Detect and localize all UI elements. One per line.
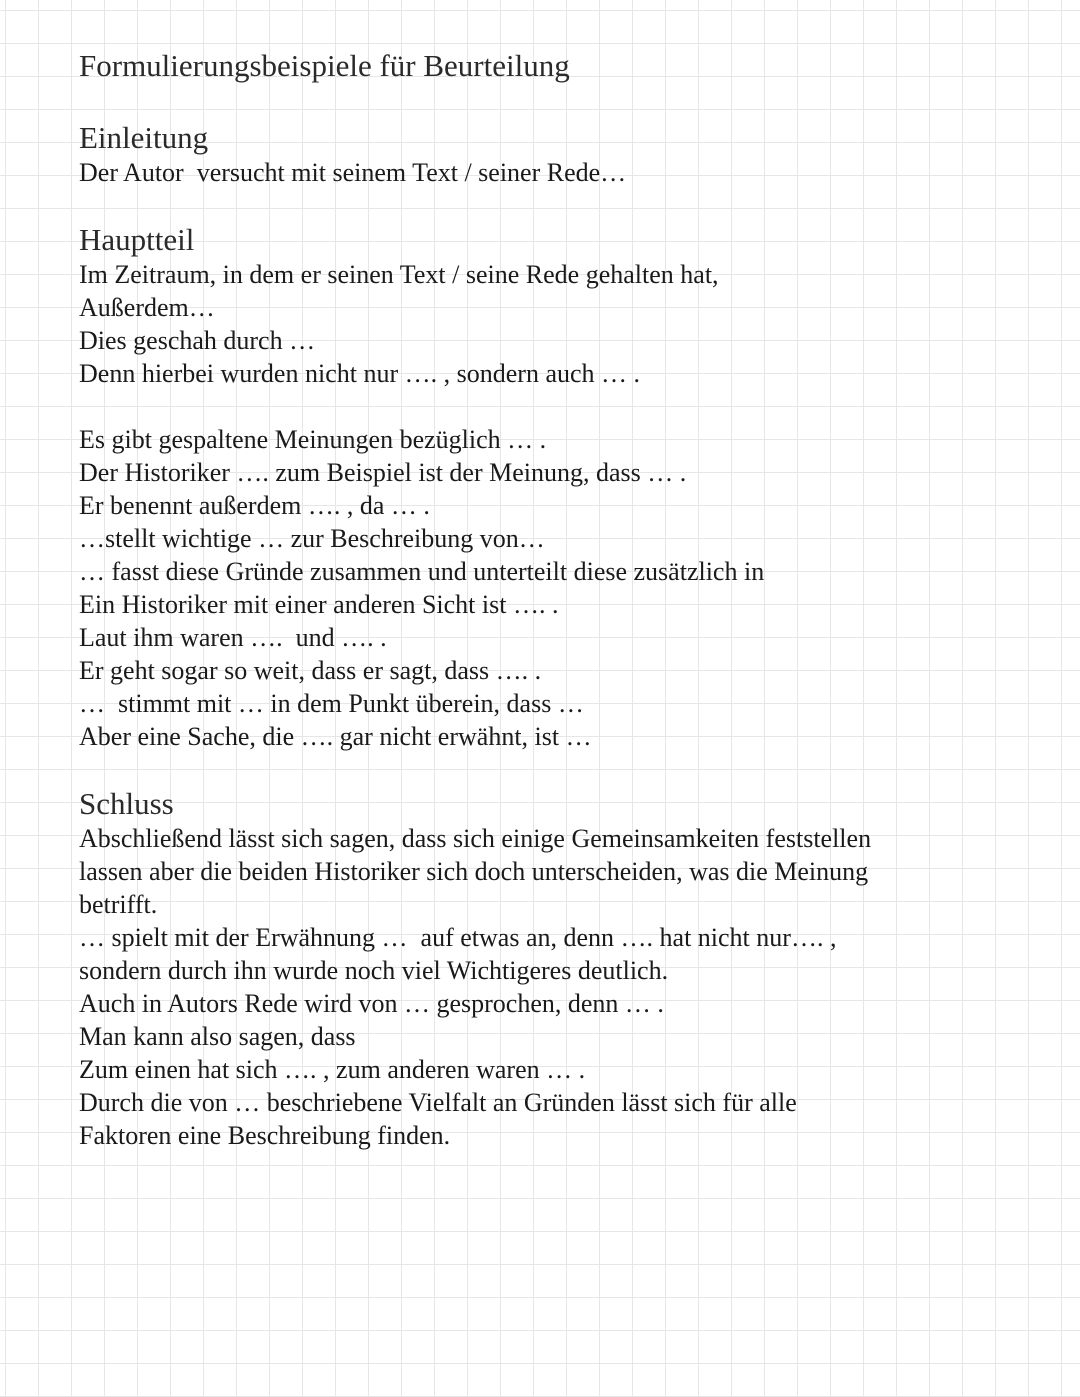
document-page xyxy=(79,44,1039,1152)
text-line: Abschließend lässt sich sagen, dass sich einige Gemeinsamkeiten feststellen xyxy=(79,824,872,853)
text-line: Ein Historiker mit einer anderen Sicht ist …. . xyxy=(79,590,559,619)
text-line: Im Zeitraum, in dem er seinen Text / seine Rede gehalten hat, xyxy=(79,260,719,289)
text-line: Er geht sogar so weit, dass er sagt, dass …. . xyxy=(79,656,542,685)
text-line: Außerdem… xyxy=(79,293,215,322)
paragraph-2 xyxy=(79,423,1039,753)
text-line: Faktoren eine Beschreibung finden. xyxy=(79,1121,451,1150)
section-schluss xyxy=(79,786,1039,1152)
text-line: Er benennt außerdem …. , da … . xyxy=(79,491,430,520)
text-line: Der Autor versucht mit seinem Text / seiner Rede… xyxy=(79,158,627,187)
text-line: Man kann also sagen, dass xyxy=(79,1022,356,1051)
text-line: Laut ihm waren …. und …. . xyxy=(79,623,387,652)
section-hauptteil xyxy=(79,222,1039,753)
spacer xyxy=(79,390,1039,423)
text-line: Denn hierbei wurden nicht nur …. , sondern auch … . xyxy=(79,359,641,388)
text-line: …stellt wichtige … zur Beschreibung von… xyxy=(79,524,545,553)
paragraph-1 xyxy=(79,258,1039,390)
spacer xyxy=(79,189,1039,222)
page-title: Formulierungsbeispiele für Beurteilung xyxy=(79,48,570,83)
text-line: Dies geschah durch … xyxy=(79,326,316,355)
text-line: Aber eine Sache, die …. gar nicht erwähnt, ist … xyxy=(79,722,592,751)
text-line: … spielt mit der Erwähnung … auf etwas an, denn …. hat nicht nur…. , xyxy=(79,923,837,952)
spacer xyxy=(79,753,1039,786)
text-line: sondern durch ihn wurde noch viel Wichtigeres deutlich. xyxy=(79,956,669,985)
text-line: … fasst diese Gründe zusammen und unterteilt diese zusätzlich in xyxy=(79,557,765,586)
section-heading-schluss: Schluss xyxy=(79,786,174,821)
section-einleitung xyxy=(79,120,1039,189)
section-heading-hauptteil: Hauptteil xyxy=(79,222,195,257)
text-line: Durch die von … beschriebene Vielfalt an Gründen lässt sich für alle xyxy=(79,1088,797,1117)
text-line: Es gibt gespaltene Meinungen bezüglich … . xyxy=(79,425,547,454)
spacer xyxy=(79,88,1039,120)
text-line: Auch in Autors Rede wird von … gesprochen, denn … . xyxy=(79,989,664,1018)
text-line: Zum einen hat sich …. , zum anderen waren … . xyxy=(79,1055,586,1084)
text-line: … stimmt mit … in dem Punkt überein, dass … xyxy=(79,689,584,718)
text-line: lassen aber die beiden Historiker sich doch unterscheiden, was die Meinung xyxy=(79,857,869,886)
text-line: betrifft. xyxy=(79,890,158,919)
text-line: Der Historiker …. zum Beispiel ist der Meinung, dass … . xyxy=(79,458,687,487)
section-heading-einleitung: Einleitung xyxy=(79,120,209,155)
